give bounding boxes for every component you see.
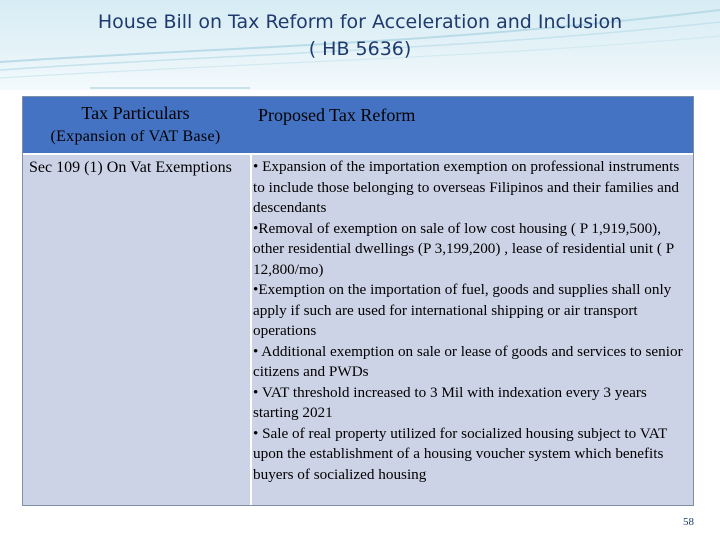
table-header-row <box>23 97 693 155</box>
column-divider <box>250 155 252 505</box>
header-tax-particulars <box>23 103 248 150</box>
tax-reform-table <box>22 96 694 506</box>
title-line-1: House Bill on Tax Reform for Acceleration and Inclusion <box>97 11 623 33</box>
page-title <box>60 9 660 63</box>
cell-tax-particular: Sec 109 (1) On Vat Exemptions <box>29 159 232 176</box>
reform-bullet: •Removal of exemption on sale of low cost housing ( P 1,919,500), other residential dwellings (P 3,199,200) , lease of residential unit ( P 12,800/mo) <box>253 219 674 278</box>
table-row <box>23 155 693 505</box>
cell-proposed-reform <box>253 157 685 485</box>
reform-bullet: • Expansion of the importation exemption on professional instruments to include those belonging to overseas Filipinos and their families and descendants <box>253 158 680 216</box>
reform-bullet: • VAT threshold increased to 3 Mil with indexation every 3 years starting 2021 <box>253 383 647 421</box>
reform-bullet: • Sale of real property utilized for socialized housing subject to VAT upon the establishment of a housing voucher system which benefits buyers of socialized housing <box>253 424 668 483</box>
header-tax-particulars-sub: (Expansion of VAT Base) <box>50 128 221 145</box>
header-proposed-tax-reform: Proposed Tax Reform <box>258 105 416 125</box>
slide-header <box>0 0 720 90</box>
page-number: 58 <box>683 516 694 528</box>
header-tax-particulars-label: Tax Particulars <box>81 103 190 123</box>
reform-bullet: • Additional exemption on sale or lease of goods and services to senior citizens and PWDs <box>253 342 683 380</box>
reform-bullet: •Exemption on the importation of fuel, goods and supplies shall only apply if such are used for international shipping or air transport operations <box>253 281 672 339</box>
title-line-2: ( HB 5636) <box>308 38 412 60</box>
